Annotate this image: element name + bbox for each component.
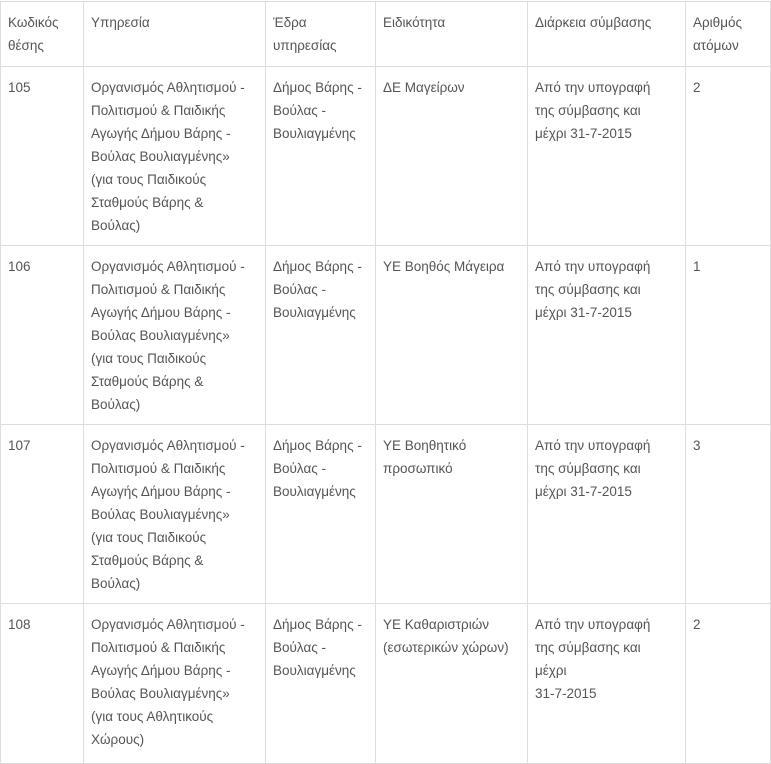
cell-duration: Από την υπογραφή της σύμβασης και μέχρι 31-7-2015	[528, 604, 686, 764]
table-row	[1, 246, 771, 425]
table-row	[1, 604, 771, 764]
cell-location: Δήμος Βάρης - Βούλας - Βουλιαγμένης	[266, 604, 376, 764]
cell-service: Οργανισμός Αθλητισμού - Πολιτισμού & Παιδικής Αγωγής Δήμου Βάρης - Βούλας Βουλιαγμένης» (για τους Παιδικούς Σταθμούς Βάρης & Βούλας)	[84, 246, 266, 425]
header-duration: Διάρκεια σύμβασης	[528, 2, 686, 67]
table-row	[1, 425, 771, 604]
cell-count: 1	[686, 246, 771, 425]
header-count: Αριθμός ατόμων	[686, 2, 771, 67]
cell-location: Δήμος Βάρης - Βούλας - Βουλιαγμένης	[266, 67, 376, 246]
table-header-row	[1, 2, 771, 67]
cell-duration: Από την υπογραφή της σύμβασης και μέχρι 31-7-2015	[528, 67, 686, 246]
cell-specialty: ΥΕ Καθαριστριών (εσωτερικών χώρων)	[376, 604, 528, 764]
table-row	[1, 67, 771, 246]
cell-service: Οργανισμός Αθλητισμού - Πολιτισμού & Παιδικής Αγωγής Δήμου Βάρης - Βούλας Βουλιαγμένης» (για τους Αθλητικούς Χώρους)	[84, 604, 266, 764]
header-location: Έδρα υπηρεσίας	[266, 2, 376, 67]
cell-location: Δήμος Βάρης - Βούλας - Βουλιαγμένης	[266, 425, 376, 604]
cell-position-code: 105	[1, 67, 84, 246]
cell-specialty: ΔΕ Μαγείρων	[376, 67, 528, 246]
cell-service: Οργανισμός Αθλητισμού - Πολιτισμού & Παιδικής Αγωγής Δήμου Βάρης - Βούλας Βουλιαγμένης» (για τους Παιδικούς Σταθμούς Βάρης & Βούλας)	[84, 67, 266, 246]
cell-count: 3	[686, 425, 771, 604]
cell-service: Οργανισμός Αθλητισμού - Πολιτισμού & Παιδικής Αγωγής Δήμου Βάρης - Βούλας Βουλιαγμένης» (για τους Παιδικούς Σταθμούς Βάρης & Βούλας)	[84, 425, 266, 604]
cell-specialty: ΥΕ Βοηθός Μάγειρα	[376, 246, 528, 425]
header-service: Υπηρεσία	[84, 2, 266, 67]
cell-specialty: ΥΕ Βοηθητικό προσωπικό	[376, 425, 528, 604]
cell-count: 2	[686, 67, 771, 246]
cell-count: 2	[686, 604, 771, 764]
cell-position-code: 108	[1, 604, 84, 764]
header-position-code: Κωδικός θέσης	[1, 2, 84, 67]
cell-duration: Από την υπογραφή της σύμβασης και μέχρι 31-7-2015	[528, 425, 686, 604]
cell-duration: Από την υπογραφή της σύμβασης και μέχρι 31-7-2015	[528, 246, 686, 425]
cell-location: Δήμος Βάρης - Βούλας - Βουλιαγμένης	[266, 246, 376, 425]
cell-position-code: 106	[1, 246, 84, 425]
header-specialty: Ειδικότητα	[376, 2, 528, 67]
positions-table	[0, 1, 771, 764]
cell-position-code: 107	[1, 425, 84, 604]
